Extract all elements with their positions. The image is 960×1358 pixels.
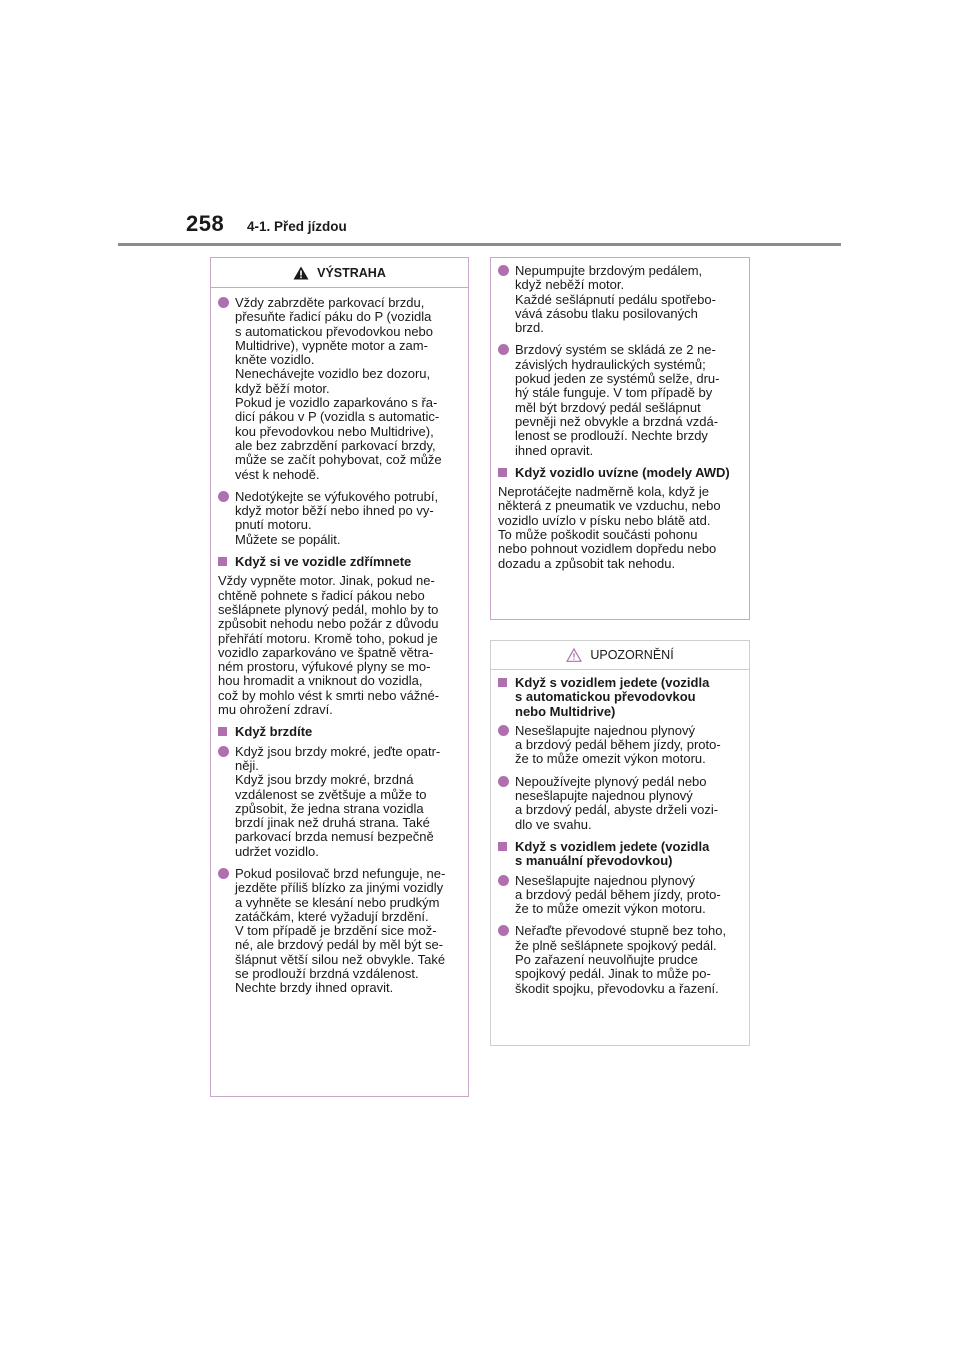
- header-rule: [118, 243, 841, 246]
- subsection-heading: [218, 555, 461, 569]
- text-line: Nechte brzdy ihned opravit.: [235, 980, 394, 996]
- text-line: když běží motor.: [235, 380, 330, 396]
- text-line: Každé sešlápnutí pedálu spotřebo-: [515, 291, 716, 307]
- text-line: dlo ve svahu.: [515, 816, 592, 832]
- text-line: vozidlo zaparkováno ve špatně větra-: [218, 644, 434, 660]
- text-line: Pokud je vozidlo zaparkováno s řa-: [235, 395, 438, 411]
- text-line: a brzdový pedál během jízdy, proto-: [515, 737, 721, 753]
- text-line: Brzdový systém se skládá ze 2 ne-: [515, 342, 716, 358]
- bullet-dot-icon: [498, 875, 509, 886]
- text-line: Neřaďte převodové stupně bez toho,: [515, 923, 727, 939]
- subsection-heading: [218, 725, 461, 739]
- text-line: když motor běží nebo ihned po vy-: [235, 503, 434, 519]
- text-line: s automatickou převodovkou nebo: [235, 323, 434, 339]
- text-line: zatáčkám, které vyžadují brzdění.: [235, 908, 429, 924]
- text-line: ném prostoru, výfukové plyny se mo-: [218, 659, 431, 675]
- bullet-dot-icon: [218, 491, 229, 502]
- text-line: Vždy vypněte motor. Jinak, pokud ne-: [218, 573, 435, 589]
- subsection-heading: [498, 676, 742, 719]
- bullet-item: [218, 296, 461, 482]
- text-line: a brzdový pedál během jízdy, proto-: [515, 886, 721, 902]
- bullet-dot-icon: [498, 344, 509, 355]
- bullet-item: [498, 924, 742, 995]
- bullet-item: [498, 775, 742, 832]
- text-line: ale bez zabrzdění parkovací brzdy,: [235, 437, 436, 453]
- bullet-dot-icon: [218, 746, 229, 757]
- text-line: lenost se prodlouží. Nechte brzdy: [515, 428, 708, 444]
- text-line: a vyhněte se klesání nebo prudkým: [235, 894, 440, 910]
- square-marker-icon: [218, 557, 227, 566]
- text-line: šlápnut větší silou než obvykle. Také: [235, 951, 446, 967]
- notice-box-body: [491, 670, 749, 1010]
- bullet-item: [218, 745, 461, 859]
- text-line: Vždy zabrzděte parkovací brzdu,: [235, 295, 425, 310]
- bullet-item: [218, 867, 461, 996]
- bullet-item: [498, 724, 742, 767]
- continued-warning-box: [490, 257, 750, 620]
- text-line: V tom případě je brzdění sice mož-: [235, 923, 437, 939]
- text-line: dozadu a způsobit tak nehodu.: [498, 555, 676, 571]
- text-line: s automatickou převodovkou: [515, 689, 696, 705]
- text-line: Nedotýkejte se výfukového potrubí,: [235, 488, 439, 504]
- text-line: ihned opravit.: [515, 442, 594, 458]
- text-line: brzd.: [515, 320, 544, 336]
- text-line: chtěně pohnete s řadicí pákou nebo: [218, 587, 425, 603]
- text-line: pnutí motoru.: [235, 517, 312, 533]
- text-line: že to může omezit výkon motoru.: [515, 751, 706, 767]
- text-line: škodit spojku, převodovku a řazení.: [515, 980, 719, 996]
- text-line: Když s vozidlem jedete (vozidla: [515, 838, 710, 854]
- text-line: a brzdový pedál, abyste drželi vozi-: [515, 802, 719, 818]
- paragraph: [498, 485, 742, 571]
- text-line: Pokud posilovač brzd nefunguje, ne-: [235, 865, 446, 881]
- text-line: Nesešlapujte najednou plynový: [515, 722, 695, 738]
- text-line: Když si ve vozidle zdřímnete: [235, 554, 412, 570]
- text-line: parkovací brzda nemusí bezpečně: [235, 829, 434, 845]
- warning-box-title: VÝSTRAHA: [317, 265, 386, 280]
- square-marker-icon: [498, 678, 507, 687]
- bullet-dot-icon: [498, 265, 509, 276]
- text-line: kou převodovkou nebo Multidrive),: [235, 423, 434, 439]
- text-line: Po zařazení neuvolňujte prudce: [515, 952, 698, 968]
- text-line: přehřátí motoru. Kromě toho, pokud je: [218, 630, 438, 646]
- bullet-dot-icon: [498, 925, 509, 936]
- text-line: může se začít pohybovat, což může: [235, 452, 442, 468]
- text-line: udržet vozidlo.: [235, 843, 319, 859]
- section-title: 4-1. Před jízdou: [247, 219, 347, 234]
- text-line: Neprotáčejte nadměrně kola, když je: [498, 484, 710, 500]
- text-line: se prodlouží brzdná vzdálenost.: [235, 966, 419, 982]
- text-line: sešlápnete plynový pedál, mohlo by to: [218, 601, 439, 617]
- text-line: když neběží motor.: [515, 277, 625, 293]
- text-line: Když brzdíte: [235, 724, 313, 740]
- text-line: pokud jeden ze systémů selže, dru-: [515, 371, 720, 387]
- bullet-item: [498, 343, 742, 457]
- bullet-item: [218, 490, 461, 547]
- text-line: Když jsou brzdy mokré, jeďte opatr-: [235, 743, 441, 759]
- text-line: nebo pohnout vozidlem dopředu nebo: [498, 541, 717, 557]
- notice-box-title: UPOZORNĚNÍ: [590, 648, 674, 662]
- text-line: brzdí jinak než druhá strana. Také: [235, 815, 430, 831]
- warning-box-header: [211, 258, 468, 288]
- text-line: spojkový pedál. Jinak to může po-: [515, 966, 711, 982]
- warning-box-body: [211, 288, 468, 1010]
- text-line: že to může omezit výkon motoru.: [515, 901, 706, 917]
- text-line: dicí pákou v P (vozidla s automatic-: [235, 409, 440, 425]
- text-line: vzdálenost se zvětšuje a může to: [235, 786, 427, 802]
- text-line: Když jsou brzdy mokré, brzdná: [235, 772, 414, 788]
- text-line: nesešlapujte najednou plynový: [515, 788, 693, 804]
- text-line: Nenechávejte vozidlo bez dozoru,: [235, 366, 431, 382]
- bullet-dot-icon: [218, 297, 229, 308]
- text-line: způsobit nehodu nebo požár z důvodu: [218, 616, 439, 632]
- notice-box-header: [491, 641, 749, 670]
- caution-triangle-icon: [566, 648, 582, 662]
- text-line: vává zásobu tlaku posilovaných: [515, 305, 698, 321]
- text-line: jezděte příliš blízko za jinými vozidly: [235, 880, 444, 896]
- subsection-heading: [498, 466, 742, 480]
- bullet-item: [498, 264, 742, 335]
- subsection-heading: [498, 840, 742, 869]
- text-line: mu ohrožení zdraví.: [218, 702, 333, 718]
- bullet-item: [498, 874, 742, 917]
- text-line: To může poškodit součásti pohonu: [498, 527, 698, 543]
- text-line: že plně sešlápnete spojkový pedál.: [515, 937, 717, 953]
- text-line: Když s vozidlem jedete (vozidla: [515, 675, 710, 690]
- text-line: vést k nehodě.: [235, 466, 320, 482]
- warning-box: [210, 257, 469, 1097]
- text-line: některá z pneumatik ve vzduchu, nebo: [498, 498, 721, 514]
- text-line: Nesešlapujte najednou plynový: [515, 872, 695, 888]
- bullet-dot-icon: [498, 725, 509, 736]
- text-line: něji.: [235, 757, 259, 773]
- notice-box: [490, 640, 750, 1046]
- continued-warning-body: [491, 258, 749, 585]
- page-number: 258: [186, 211, 225, 236]
- square-marker-icon: [498, 468, 507, 477]
- square-marker-icon: [218, 727, 227, 736]
- text-line: Můžete se popálit.: [235, 531, 341, 547]
- text-line: Nepoužívejte plynový pedál nebo: [515, 773, 707, 789]
- text-line: což by mohlo vést k smrti nebo vážné-: [218, 687, 440, 703]
- warning-triangle-icon: [293, 266, 309, 280]
- text-line: měl být brzdový pedál sešlápnut: [515, 399, 701, 415]
- text-line: hou hromadit a vniknout do vozidla,: [218, 673, 423, 689]
- text-line: vozidlo uvízlo v písku nebo blátě atd.: [498, 512, 711, 528]
- text-line: nebo Multidrive): [515, 703, 616, 719]
- text-line: Multidrive), vypněte motor a zam-: [235, 337, 428, 353]
- text-line: Nepumpujte brzdovým pedálem,: [515, 263, 703, 278]
- text-line: přesuňte řadicí páku do P (vozidla: [235, 309, 432, 325]
- text-line: Když vozidlo uvízne (modely AWD): [515, 464, 730, 480]
- text-line: s manuální převodovkou): [515, 853, 673, 869]
- paragraph: [218, 574, 461, 717]
- text-line: pevněji než obvykle a brzdná vzdá-: [515, 413, 719, 429]
- text-line: kněte vozidlo.: [235, 352, 315, 368]
- text-line: né, ale brzdový pedál by měl být se-: [235, 937, 444, 953]
- text-line: hý stále funguje. V tom případě by: [515, 385, 713, 401]
- text-line: závislých hydraulických systémů;: [515, 356, 706, 372]
- text-line: způsobit, že jedna strana vozidla: [235, 800, 424, 816]
- bullet-dot-icon: [498, 776, 509, 787]
- square-marker-icon: [498, 842, 507, 851]
- bullet-dot-icon: [218, 868, 229, 879]
